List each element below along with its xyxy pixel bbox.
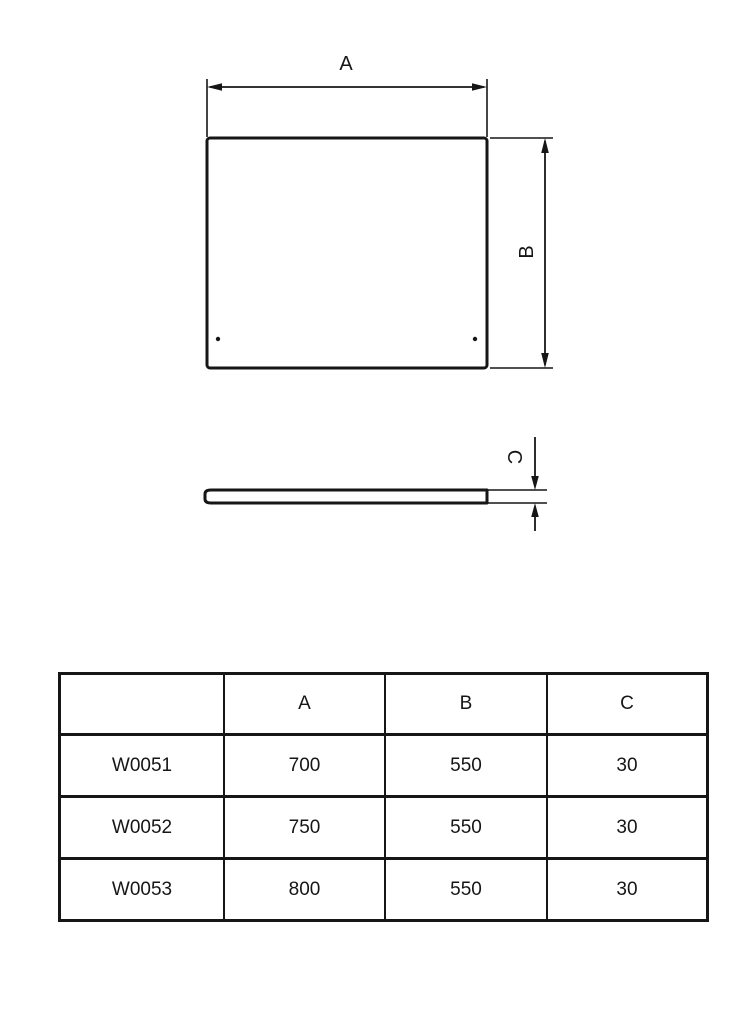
dimension-b <box>490 138 553 368</box>
product-code: W0052 <box>60 797 225 859</box>
dimension-c <box>488 437 547 531</box>
table-header-b: B <box>385 674 547 735</box>
value-c: 30 <box>547 859 708 921</box>
table-row <box>60 797 708 859</box>
dim-c-arrow-up-icon <box>531 503 539 517</box>
value-a: 800 <box>224 859 385 921</box>
value-c: 30 <box>547 735 708 797</box>
top-view <box>207 138 487 368</box>
table-header-c: C <box>547 674 708 735</box>
dim-a-arrow-right-icon <box>472 83 487 91</box>
table-header-a: A <box>224 674 385 735</box>
value-c: 30 <box>547 797 708 859</box>
dim-b-arrow-bottom-icon <box>541 353 549 368</box>
side-view <box>205 490 487 503</box>
value-b: 550 <box>385 859 547 921</box>
mounting-hole-right <box>473 337 477 341</box>
value-b: 550 <box>385 797 547 859</box>
table-row <box>60 735 708 797</box>
table-header-code <box>60 674 225 735</box>
dim-a-label: A <box>339 53 353 75</box>
dim-b-arrow-top-icon <box>541 138 549 153</box>
product-code: W0053 <box>60 859 225 921</box>
dimension-a <box>207 53 487 137</box>
dim-a-arrow-left-icon <box>207 83 222 91</box>
dim-c-label: C <box>503 449 525 465</box>
value-a: 750 <box>224 797 385 859</box>
table-row <box>60 859 708 921</box>
product-code: W0051 <box>60 735 225 797</box>
value-a: 700 <box>224 735 385 797</box>
mounting-hole-left <box>216 337 220 341</box>
table-header-row <box>60 674 708 735</box>
dimensions-table <box>58 672 709 922</box>
dim-b-label: B <box>516 245 538 259</box>
panel-profile-outline <box>205 490 487 503</box>
panel-outline <box>207 138 487 368</box>
value-b: 550 <box>385 735 547 797</box>
dim-c-arrow-down-icon <box>531 476 539 490</box>
